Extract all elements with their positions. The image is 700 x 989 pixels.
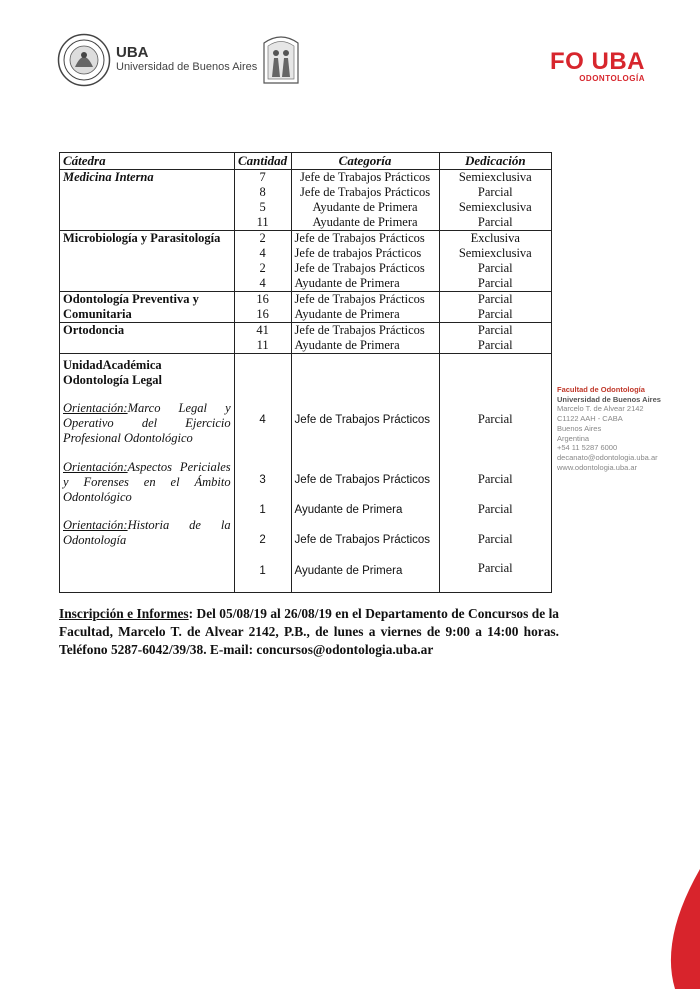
contact-email: decanato@odontologia.uba.ar (557, 452, 658, 462)
registration-label: Inscripción e Informes (59, 606, 189, 621)
dedicacion-value: Semiexclusiva (458, 200, 532, 214)
categoria-value: Ayudante de Primera (294, 276, 400, 290)
dedicacion-value: Semiexclusiva (458, 170, 532, 184)
fo-uba-wordmark: FO UBA (550, 48, 645, 75)
categoria-value: Ayudante de Primera (294, 565, 403, 577)
cantidad-cell (234, 292, 291, 323)
categoria-value: Jefe de Trabajos Prácticos (294, 231, 425, 245)
catedra-cell (60, 354, 235, 593)
categoria-cell (291, 292, 439, 323)
header-categoria: Categoría (291, 153, 439, 170)
decorative-corner-swoosh (620, 869, 700, 989)
cantidad-value: 4 (259, 276, 266, 290)
cantidad-value: 7 (259, 170, 266, 184)
categoria-cell (291, 170, 439, 231)
header-cantidad: Cantidad (234, 153, 291, 170)
contact-address: Marcelo T. de Alvear 2142 (557, 404, 644, 414)
contact-website: www.odontologia.uba.ar (557, 462, 638, 472)
catedra-name: Ortodoncia (63, 323, 125, 337)
cantidad-cell (234, 354, 291, 593)
categoria-value: Jefe de Trabajos Prácticos (299, 170, 431, 184)
catedra-name: Microbiología y Parasitología (63, 231, 221, 245)
cantidad-value: 16 (256, 307, 269, 321)
dedicacion-value: Parcial (477, 323, 513, 337)
table-row (60, 323, 552, 354)
uba-seal-logo (57, 33, 111, 87)
categoria-cell (291, 354, 439, 593)
categoria-value: Ayudante de Primera (312, 200, 418, 214)
orientation-label: Orientación: (63, 401, 128, 415)
dedicacion-value: Parcial (477, 307, 513, 321)
categoria-value: Jefe de Trabajos Prácticos (294, 474, 431, 486)
cantidad-value: 11 (256, 338, 269, 352)
cantidad-value: 4 (259, 246, 266, 260)
orientation-2 (63, 460, 231, 505)
orientation-3 (63, 518, 231, 548)
orientation-label: Orientación: (63, 460, 128, 474)
catedra-cell (60, 170, 235, 231)
categoria-value: Ayudante de Primera (312, 215, 418, 229)
dedicacion-value: Parcial (477, 215, 513, 229)
dedicacion-value: Semiexclusiva (458, 246, 532, 260)
categoria-value: Jefe de Trabajos Prácticos (294, 323, 425, 337)
cantidad-cell (234, 170, 291, 231)
contact-university: Universidad de Buenos Aires (557, 394, 661, 404)
dedicacion-value: Parcial (477, 412, 513, 426)
catedra-cell (60, 231, 235, 292)
catedra-name: Medicina Interna (63, 170, 154, 184)
faculty-seal-logo (262, 33, 300, 85)
table-row (60, 231, 552, 292)
uba-wordmark (116, 45, 257, 74)
dedicacion-value: Parcial (477, 185, 513, 199)
uba-title: UBA (116, 44, 149, 61)
header-catedra: Cátedra (60, 153, 235, 170)
fo-uba-subtitle: ODONTOLOGÍA (579, 74, 645, 83)
dedicacion-value: Parcial (477, 561, 513, 575)
orientation-text: Marco Legal y Operativo del Ejercicio Profesional Odontológico (63, 401, 231, 445)
header-dedicacion: Dedicación (439, 153, 551, 170)
cantidad-value: 41 (256, 323, 269, 337)
positions-table (59, 152, 552, 593)
categoria-value: Ayudante de Primera (294, 307, 400, 321)
cantidad-value: 2 (259, 261, 266, 275)
catedra-cell (60, 323, 235, 354)
categoria-cell (291, 323, 439, 354)
cantidad-value: 2 (259, 534, 266, 546)
dedicacion-value: Parcial (477, 472, 513, 486)
table-header-row (60, 153, 552, 170)
dedicacion-cell (439, 354, 551, 593)
catedra-cell (60, 292, 235, 323)
dedicacion-value: Parcial (477, 276, 513, 290)
categoria-value: Ayudante de Primera (294, 338, 400, 352)
dedicacion-value: Parcial (477, 261, 513, 275)
categoria-value: Jefe de Trabajos Prácticos (294, 534, 431, 546)
dedicacion-cell (439, 292, 551, 323)
categoria-value: Jefe de trabajos Prácticos (294, 246, 422, 260)
orientation-1 (63, 401, 231, 446)
categoria-cell (291, 231, 439, 292)
categoria-value: Jefe de Trabajos Prácticos (294, 414, 431, 426)
fo-uba-logo (550, 50, 645, 83)
dedicacion-cell (439, 323, 551, 354)
orientation-text: Historia de la Odontología (63, 518, 231, 547)
contact-country: Argentina (557, 433, 590, 443)
contact-city: Buenos Aires (557, 423, 602, 433)
dedicacion-value: Parcial (477, 532, 513, 546)
cantidad-value: 3 (259, 474, 266, 486)
cantidad-value: 1 (259, 504, 266, 516)
categoria-value: Jefe de Trabajos Prácticos (294, 261, 425, 275)
contact-block (557, 385, 661, 472)
cantidad-cell (234, 323, 291, 354)
cantidad-value: 2 (259, 231, 266, 245)
cantidad-value: 1 (259, 565, 266, 577)
categoria-value: Ayudante de Primera (294, 504, 403, 516)
cantidad-value: 11 (256, 215, 269, 229)
dedicacion-cell (439, 231, 551, 292)
orientation-text: Aspectos Periciales y Forenses en el Ámbito Odontológico (63, 460, 231, 504)
contact-postal: C1122 AAH - CABA (557, 414, 623, 424)
orientation-label: Orientación: (63, 518, 128, 532)
catedra-name: Comunitaria (63, 307, 132, 321)
dedicacion-value: Parcial (477, 502, 513, 516)
catedra-name: Odontología Preventiva y (63, 292, 199, 306)
catedra-name: UnidadAcadémica (63, 358, 162, 372)
dedicacion-cell (439, 170, 551, 231)
catedra-name: Odontología Legal (63, 373, 162, 387)
registration-info (59, 605, 559, 659)
cantidad-cell (234, 231, 291, 292)
contact-faculty: Facultad de Odontología (557, 385, 645, 394)
categoria-value: Jefe de Trabajos Prácticos (294, 292, 425, 306)
table-row (60, 292, 552, 323)
cantidad-value: 5 (259, 200, 266, 214)
table-row (60, 170, 552, 231)
categoria-value: Jefe de Trabajos Prácticos (299, 185, 431, 199)
cantidad-value: 8 (259, 185, 266, 199)
dedicacion-value: Parcial (477, 338, 513, 352)
dedicacion-value: Exclusiva (470, 231, 520, 245)
cantidad-value: 16 (256, 292, 269, 306)
registration-text: : Del 05/08/19 al 26/08/19 en el Departamento de Concursos de la Facultad, Marcelo T. de Alvear 2142, P.B., de lunes a viernes de 9:00 a 14:00 horas. Teléfono 5287-6042/39/38. E-mail: concursos@odontologia.uba.ar (59, 606, 559, 657)
uba-subtitle: Universidad de Buenos Aires (116, 61, 258, 73)
dedicacion-value: Parcial (477, 292, 513, 306)
table-row (60, 354, 552, 593)
contact-phone: +54 11 5287 6000 (557, 443, 618, 453)
cantidad-value: 4 (259, 414, 266, 426)
